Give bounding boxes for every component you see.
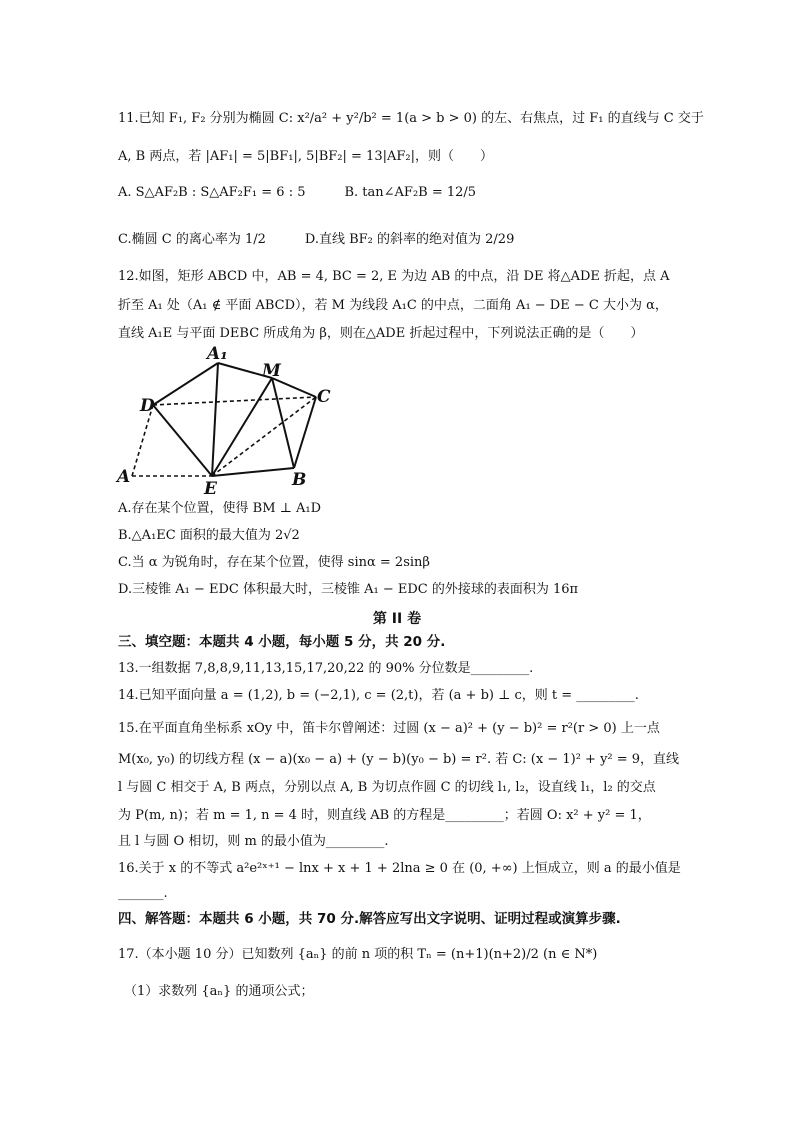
edge-E-C-dashed bbox=[212, 397, 316, 476]
edge-D-C-dashed bbox=[153, 397, 316, 405]
line-12-opt-b: B.△A₁EC 面积的最大值为 2√2 bbox=[118, 528, 300, 543]
label-A: A bbox=[117, 467, 131, 487]
line-13: 13.一组数据 7,8,8,9,11,13,15,17,20,22 的 90% 分位数是_________. bbox=[118, 661, 534, 676]
line-12-opt-a: A.存在某个位置，使得 BM ⊥ A₁D bbox=[118, 501, 322, 516]
line-12-b: 折至 A₁ 处（A₁ ∉ 平面 ABCD），若 M 为线段 A₁C 的中点，二面角 A₁ − DE − C 大小为 α， bbox=[118, 298, 668, 313]
line-17-1: （1）求数列 {aₙ} 的通项公式； bbox=[124, 984, 314, 999]
heading-fill-in: 三、填空题：本题共 4 小题，每小题 5 分，共 20 分. bbox=[118, 634, 446, 650]
edge-A1-D bbox=[153, 363, 218, 405]
edge-M-B bbox=[272, 378, 294, 468]
label-M: M bbox=[262, 361, 281, 381]
edge-A1-E bbox=[212, 363, 218, 476]
edge-E-B bbox=[212, 468, 294, 476]
label-A1: A₁ bbox=[207, 344, 228, 364]
line-15-e: 且 l 与圆 O 相切，则 m 的最小值为_________. bbox=[118, 834, 389, 849]
folding-diagram bbox=[112, 340, 352, 500]
line-11-opt-cd: C.椭圆 C 的离心率为 1/2 D.直线 BF₂ 的斜率的绝对值为 2/29 bbox=[118, 232, 515, 247]
label-D: D bbox=[140, 396, 155, 416]
line-15-a: 15.在平面直角坐标系 xOy 中，笛卡尔曾阐述：过圆 (x − a)² + (y − b)² = r²(r > 0) 上一点 bbox=[118, 721, 660, 736]
label-E: E bbox=[204, 479, 217, 499]
label-B: B bbox=[292, 470, 307, 490]
line-11-b: A, B 两点，若 |AF₁| = 5|BF₁|, 5|BF₂| = 13|AF₂|，则（ ） bbox=[118, 149, 493, 164]
edge-B-C bbox=[294, 397, 316, 468]
label-C: C bbox=[317, 387, 331, 407]
heading-answer: 四、解答题：本题共 6 小题，共 70 分.解答应写出文字说明、证明过程或演算步骤. bbox=[118, 911, 621, 927]
edge-E-M bbox=[212, 378, 272, 476]
line-15-c: l 与圆 C 相交于 A, B 两点，分别以点 A, B 为切点作圆 C 的切线 l₁, l₂，设直线 l₁，l₂ 的交点 bbox=[118, 780, 656, 795]
line-12-c: 直线 A₁E 与平面 DEBC 所成角为 β，则在△ADE 折起过程中，下列说法正确的是（ ） bbox=[118, 326, 644, 341]
line-17: 17.（本小题 10 分）已知数列 {aₙ} 的前 n 项的积 Tₙ = (n+1)(n+2)/2 (n ∈ N*) bbox=[118, 947, 598, 962]
line-12-opt-c: C.当 α 为锐角时，存在某个位置，使得 sinα = 2sinβ bbox=[118, 555, 430, 570]
line-11-a: 11.已知 F₁, F₂ 分别为椭圆 C: x²/a² + y²/b² = 1(a > b > 0) 的左、右焦点，过 F₁ 的直线与 C 交于 bbox=[118, 111, 704, 126]
line-12-opt-d: D.三棱锥 A₁ − EDC 体积最大时，三棱锥 A₁ − EDC 的外接球的表面积为 16π bbox=[118, 582, 579, 597]
line-15-b: M(x₀, y₀) 的切线方程 (x − a)(x₀ − a) + (y − b)(y₀ − b) = r². 若 C: (x − 1)² + y² = 9，直线 bbox=[118, 752, 680, 767]
line-11-opt-ab: A. S△AF₂B : S△AF₂F₁ = 6 : 5 B. tan∠AF₂B = 12/5 bbox=[118, 185, 477, 200]
line-16-b: _______. bbox=[118, 886, 168, 901]
line-14: 14.已知平面向量 a = (1,2), b = (−2,1), c = (2,t)，若 (a + b) ⊥ c，则 t = _________. bbox=[118, 688, 639, 703]
line-16-a: 16.关于 x 的不等式 a²e²ˣ⁺¹ − lnx + x + 1 + 2lna ≥ 0 在 (0, +∞) 上恒成立，则 a 的最小值是 bbox=[118, 861, 681, 876]
line-12-a: 12.如图，矩形 ABCD 中，AB = 4, BC = 2, E 为边 AB 的中点，沿 DE 将△ADE 折起，点 A bbox=[118, 269, 670, 284]
line-15-d: 为 P(m, n)；若 m = 1, n = 4 时，则直线 AB 的方程是_________；若圆 O: x² + y² = 1， bbox=[118, 808, 651, 823]
edge-D-E bbox=[153, 405, 212, 476]
section-title-2: 第 II 卷 bbox=[372, 611, 422, 627]
